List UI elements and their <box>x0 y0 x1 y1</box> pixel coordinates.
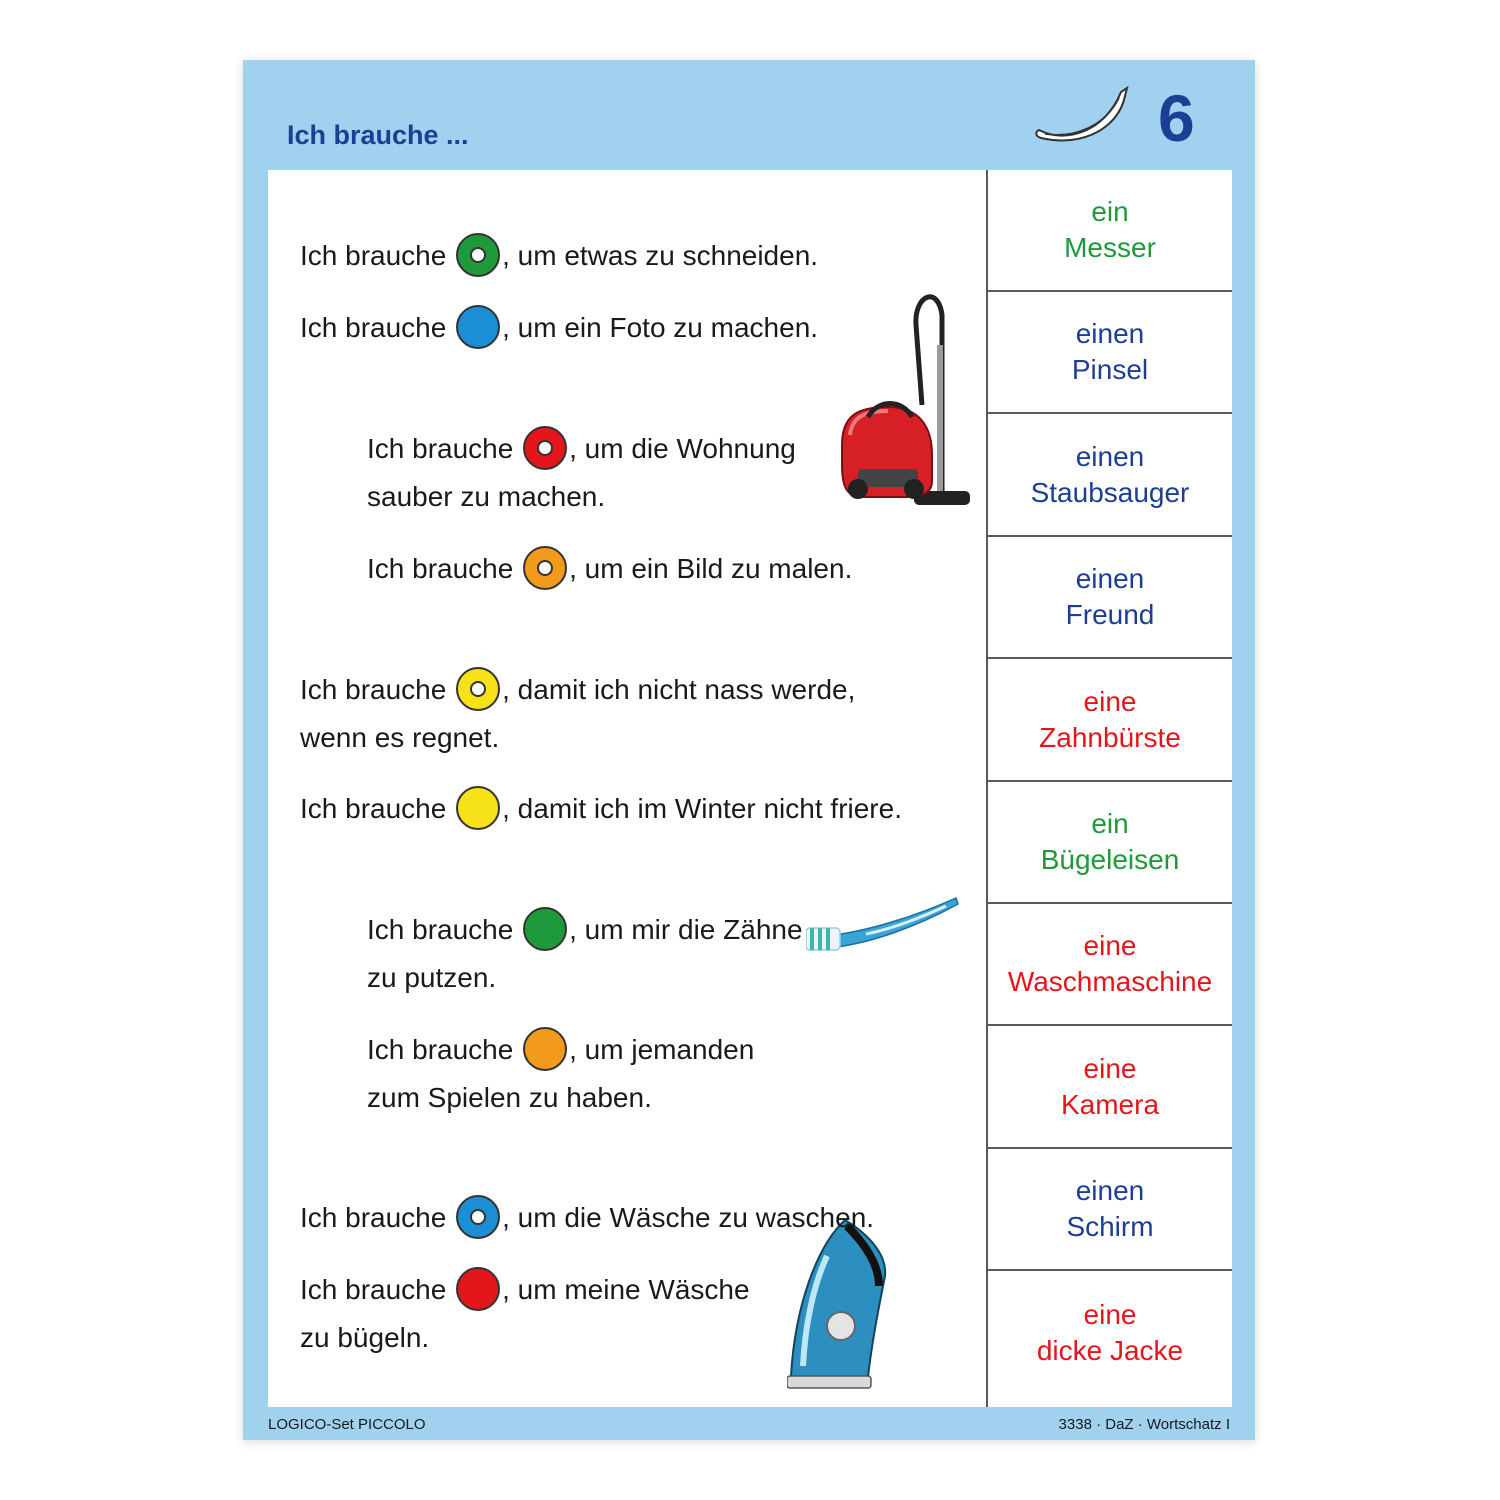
sentence-item <box>300 1194 874 1242</box>
sentence-lead: Ich brauche <box>300 793 455 824</box>
color-dot-icon[interactable] <box>523 426 567 470</box>
sentence-rest: , um die Wohnung <box>569 433 796 464</box>
sentence-lead: Ich brauche <box>367 914 522 945</box>
vacuum-cleaner-image <box>838 285 974 521</box>
answer-article: eine <box>1083 1298 1137 1330</box>
sentence-item <box>367 545 852 593</box>
sentence-continuation: zu bügeln. <box>300 1322 430 1353</box>
sentence-line <box>300 1194 874 1242</box>
sentence-item <box>367 906 803 1002</box>
color-dot-icon[interactable] <box>456 1267 500 1311</box>
answer-cell[interactable] <box>988 1149 1232 1271</box>
answer-cell[interactable] <box>988 537 1232 659</box>
iron-image <box>787 1216 891 1392</box>
answer-cell[interactable] <box>988 292 1232 414</box>
color-dot-icon[interactable] <box>523 546 567 590</box>
sentence-item <box>300 785 902 833</box>
color-dot-icon[interactable] <box>456 1195 500 1239</box>
sentence-lead: Ich brauche <box>367 433 522 464</box>
sentence-rest: , um die Wäsche zu waschen. <box>502 1202 875 1233</box>
answer-cell[interactable] <box>988 1027 1232 1149</box>
sentence-line <box>300 785 902 833</box>
sentence-item <box>367 425 796 521</box>
sentence-lead: Ich brauche <box>300 312 455 343</box>
sentence-lead: Ich brauche <box>300 1274 455 1305</box>
sentence-item <box>300 304 818 352</box>
answer-noun: Schirm <box>1066 1211 1154 1243</box>
sentence-rest: , um mir die Zähne <box>569 914 803 945</box>
answer-noun: dicke Jacke <box>1036 1334 1184 1366</box>
exercise-card <box>243 60 1255 1440</box>
answer-noun: Bügeleisen <box>1040 844 1180 875</box>
answer-noun: Messer <box>1064 232 1156 263</box>
sentence-line <box>367 1026 754 1074</box>
sentence-line <box>367 545 852 593</box>
answer-column <box>986 170 1232 1407</box>
color-dot-icon[interactable] <box>456 233 500 277</box>
answer-article: ein <box>1091 808 1129 839</box>
toothbrush-image <box>806 892 960 962</box>
answer-article: eine <box>1083 930 1137 962</box>
answer-cell[interactable] <box>988 1272 1232 1394</box>
sentence-rest: , damit ich im Winter nicht friere. <box>502 793 902 824</box>
banana-icon <box>1035 82 1131 148</box>
color-dot-icon[interactable] <box>456 667 500 711</box>
sentence-rest: , um ein Foto zu machen. <box>502 312 819 343</box>
sentence-continuation: sauber zu machen. <box>367 481 606 512</box>
sentence-lead: Ich brauche <box>300 240 455 271</box>
sentence-rest: , um ein Bild zu malen. <box>569 553 853 584</box>
answer-article: einen <box>1075 1175 1145 1207</box>
color-dot-icon[interactable] <box>523 1027 567 1071</box>
sentence-line <box>367 906 803 954</box>
sentence-lead: Ich brauche <box>367 1034 522 1065</box>
answer-article: eine <box>1083 1052 1137 1084</box>
sentence-lead: Ich brauche <box>300 674 455 705</box>
sentence-continuation: zum Spielen zu haben. <box>367 1082 652 1113</box>
answer-noun: Zahnbürste <box>1039 721 1181 753</box>
sentence-line <box>300 666 855 714</box>
answer-cell[interactable] <box>988 170 1232 292</box>
answer-cell[interactable] <box>988 904 1232 1026</box>
sentence-rest: , um jemanden <box>569 1034 755 1065</box>
card-number: 6 <box>1158 81 1195 155</box>
answer-article: einen <box>1075 440 1145 472</box>
sentence-item <box>367 1026 754 1122</box>
answer-cell[interactable] <box>988 782 1232 904</box>
sentence-line <box>300 232 818 280</box>
answer-noun: Pinsel <box>1071 354 1149 386</box>
card-title: Ich brauche ... <box>287 120 469 150</box>
sentence-continuation: zu putzen. <box>367 962 497 993</box>
answer-cell[interactable] <box>988 415 1232 537</box>
sentence-rest: , um meine Wäsche <box>502 1274 750 1305</box>
answer-noun: Staubsauger <box>1030 476 1190 508</box>
color-dot-icon[interactable] <box>456 305 500 349</box>
sentence-panel <box>268 170 986 1407</box>
sentence-rest: , um etwas zu schneiden. <box>502 240 819 271</box>
answer-noun: Kamera <box>1060 1088 1160 1120</box>
answer-article: einen <box>1075 563 1145 595</box>
sentence-item <box>300 666 855 762</box>
answer-noun: Waschmaschine <box>1007 966 1213 998</box>
footer-product-code: 3338 · DaZ · Wortschatz I <box>1058 1416 1230 1433</box>
footer-series: LOGICO-Set PICCOLO <box>268 1416 426 1433</box>
color-dot-icon[interactable] <box>456 786 500 830</box>
sentence-item <box>300 1266 750 1362</box>
answer-cell[interactable] <box>988 660 1232 782</box>
sentence-continuation: wenn es regnet. <box>300 722 500 753</box>
color-dot-icon[interactable] <box>523 907 567 951</box>
sentence-line <box>367 425 796 473</box>
answer-article: einen <box>1075 318 1145 350</box>
sentence-lead: Ich brauche <box>300 1202 455 1233</box>
answer-noun: Freund <box>1065 599 1155 631</box>
sentence-lead: Ich brauche <box>367 553 522 584</box>
sentence-line <box>300 1266 750 1314</box>
sentence-line <box>300 304 818 352</box>
sentence-rest: , damit ich nicht nass werde, <box>502 674 856 705</box>
answer-article: ein <box>1091 196 1129 227</box>
sentence-item <box>300 232 818 280</box>
answer-article: eine <box>1083 685 1137 717</box>
